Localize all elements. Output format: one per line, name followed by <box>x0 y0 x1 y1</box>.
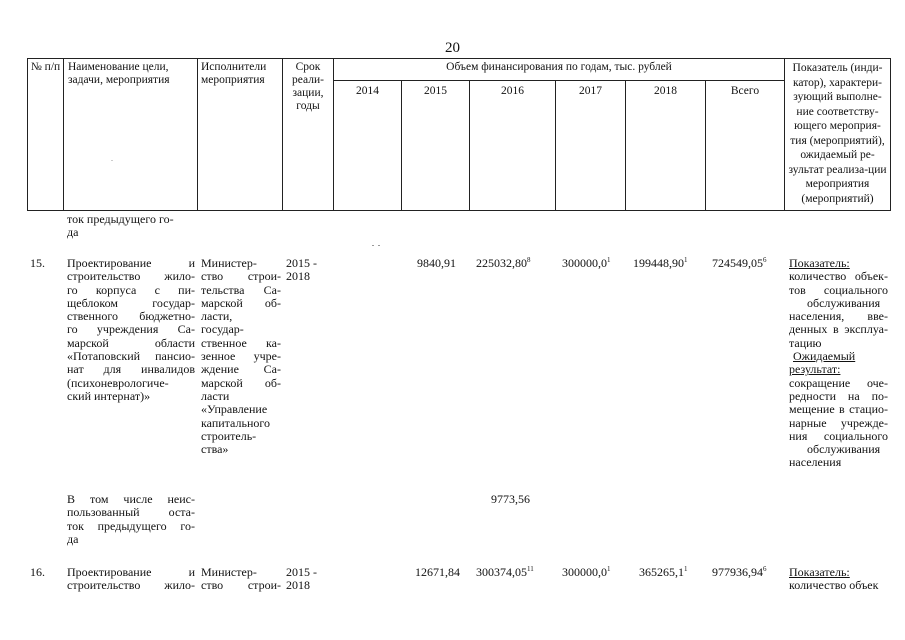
row-number: 15. <box>30 256 45 270</box>
unused-balance-2016: 9773,56 <box>491 492 530 506</box>
header-year-2014: 2014 <box>356 85 379 97</box>
value-2015: 9840,91 <box>417 256 456 270</box>
value-total: 724549,05$^6$ <box>712 256 767 270</box>
header-num: № п/п <box>30 61 61 73</box>
measure-indicator: Показатель: количество объек <box>789 566 879 593</box>
header-year-2015: 2015 <box>424 85 447 97</box>
header-name: Наименование цели, задачи, мероприятия <box>68 61 170 86</box>
header-year-2016: 2016 <box>501 85 524 97</box>
measure-term: 2015 - 2018 <box>286 256 317 284</box>
value-2016: 300374,05$^{11}$ <box>476 565 534 579</box>
header-indicator: Показатель (инди-катор), характери-зующий выполне-ние соответству-ющего мероприя-тия (мероприятий), ожидаемый ре-зультат реализа-ции мероприятия (мероприятий) <box>788 62 887 205</box>
header-funding: Объем финансирования по годам, тыс. рублей <box>446 61 672 73</box>
value-2017: 300000,0$^1$ <box>562 565 611 579</box>
measure-term: 2015 - 2018 <box>286 565 317 593</box>
value-2018: 199448,90$^1$ <box>633 256 688 270</box>
header-year-2018: 2018 <box>654 85 677 97</box>
measure-indicator: Показатель: количество объек- тов социального обслуживания населения, вве- денных в эксплуа- тацию Ожидаемый результат: сокращение оче- редности на по- мещение в стацио- нарные учрежде- ния социального обслуживания населения <box>789 256 888 470</box>
header-term: Срок реали-зации, годы <box>292 61 324 112</box>
unused-balance-text: В том числе неис- пользованный оста- ток предыдущего го- да <box>67 492 195 546</box>
value-2015: 12671,84 <box>415 565 460 579</box>
measure-name: Проектирование и строительство жило- го корпуса с пи- щеблоком государ- ственного бюджетно- го учреждения Са- марской области «Потаповский пансио- нат для инвалидов (психоневрологиче- ский интернат)» <box>67 256 195 403</box>
value-2018: 365265,1$^1$ <box>639 565 688 579</box>
carry-over-text: ток предыдущего го- да <box>67 212 174 240</box>
row-number: 16. <box>30 565 45 579</box>
measure-executors: Министер- ство строи- тельства Са- марской об- ласти, государ- ственное ка- зенное учре- ждение Са- марской об- ласти «Управление капитального строитель- ства» <box>201 256 281 457</box>
header-year-2017: 2017 <box>579 85 602 97</box>
header-executors: Исполнители мероприятия <box>201 61 267 86</box>
page-number: 20 <box>445 40 460 56</box>
header-year-total: Всего <box>730 85 760 97</box>
value-total: 977936,94$^6$ <box>712 565 767 579</box>
value-2017: 300000,0$^1$ <box>562 256 611 270</box>
measure-executors: Министер- ство строи- <box>201 565 281 593</box>
measure-name: Проектирование и строительство жило- <box>67 565 195 593</box>
value-2016: 225032,80$^8$ <box>476 256 531 270</box>
